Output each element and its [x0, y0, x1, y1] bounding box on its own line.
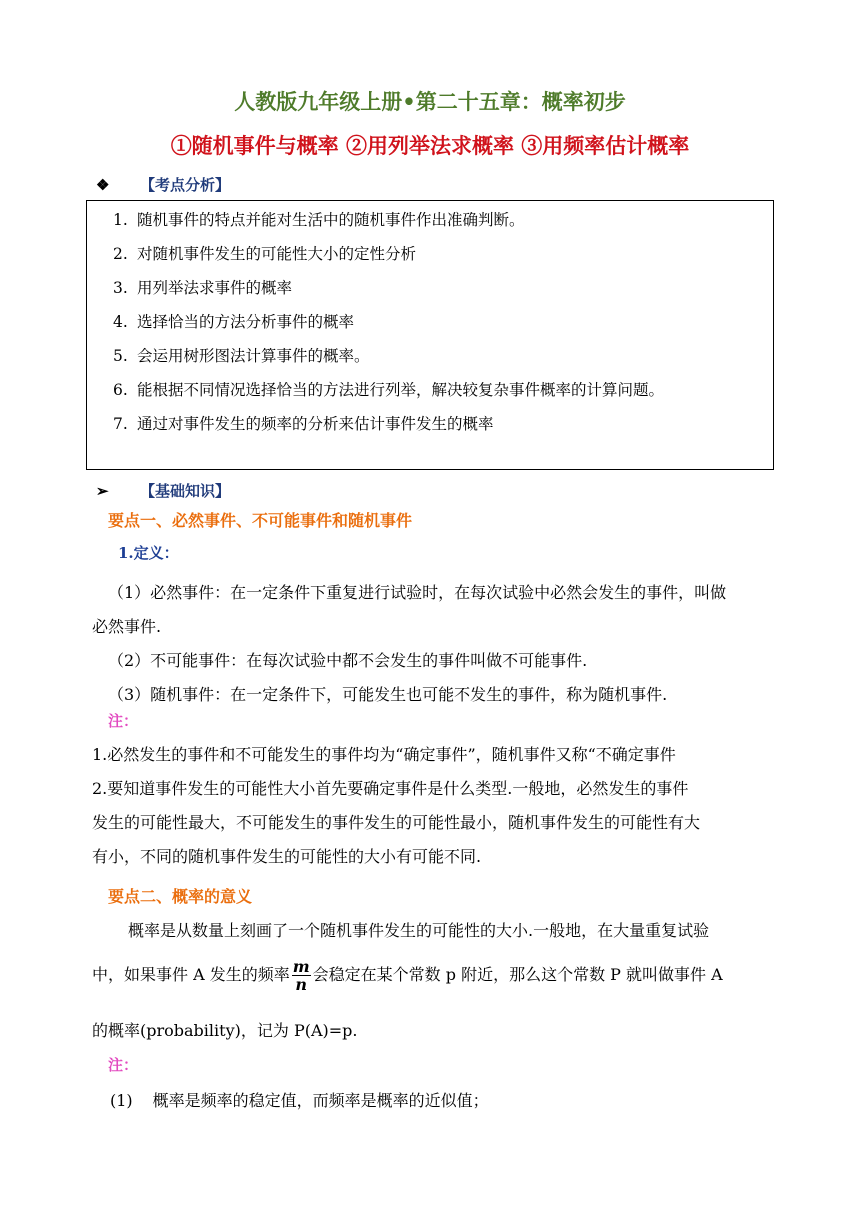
- note-2-cont: 发生的可能性最大，不可能发生的事件发生的可能性最小，随机事件发生的可能性有大: [92, 813, 701, 832]
- note-2: 2.要知道事件发生的可能性大小首先要确定事件是什么类型.一般地，必然发生的事件: [92, 779, 689, 798]
- section-heading-basics: [96, 480, 230, 501]
- probability-paragraph-cont: 中，如果事件 A 发生的频率 $\frac{m}{n}$ 会稳定在某个常数 p 附近，那么这个常数 P 就叫做事件 A: [92, 957, 723, 994]
- list-item: 2. 对随机事件发生的可能性大小的定性分析: [113, 245, 417, 263]
- list-item: 3. 用列举法求事件的概率: [113, 279, 293, 297]
- note-2-cont2: 有小，不同的随机事件发生的可能性的大小有可能不同.: [92, 847, 482, 866]
- analysis-heading-label: 【考点分析】: [140, 176, 231, 194]
- list-item: 6. 能根据不同情况选择恰当的方法进行列举，解决较复杂事件概率的计算问题。: [113, 381, 665, 399]
- arrow-bullet-icon: ➢: [96, 482, 109, 500]
- point1-title: 要点一、必然事件、不可能事件和随机事件: [108, 511, 413, 530]
- list-item: 1. 随机事件的特点并能对生活中的随机事件作出准确判断。: [113, 211, 525, 229]
- definition-impossible-event: （2）不可能事件：在每次试验中都不会发生的事件叫做不可能事件.: [108, 651, 588, 670]
- basics-heading-label: 【基础知识】: [140, 482, 231, 500]
- note-1: 1.必然发生的事件和不可能发生的事件均为“确定事件”，随机事件又称“不确定事件: [92, 745, 676, 764]
- definition-label: 1.定义：: [118, 544, 179, 562]
- point2-title: 要点二、概率的意义: [108, 887, 253, 906]
- note-label-2: 注：: [108, 1056, 139, 1074]
- list-item: 5. 会运用树形图法计算事件的概率。: [113, 347, 370, 365]
- list-item: 4. 选择恰当的方法分析事件的概率: [113, 313, 355, 331]
- definition-certain-event-cont: 必然事件.: [92, 617, 162, 636]
- note-label: 注：: [108, 712, 139, 730]
- section-heading-analysis: [96, 174, 230, 195]
- page-subtitle: ①随机事件与概率 ②用列举法求概率 ③用频率估计概率: [170, 133, 690, 158]
- page-title: 人教版九年级上册•第二十五章：概率初步: [234, 89, 626, 114]
- probability-paragraph-cont2: 的概率(probability)，记为 P(A)=p.: [92, 1021, 358, 1040]
- probability-paragraph: 概率是从数量上刻画了一个随机事件发生的可能性的大小.一般地，在大量重复试验: [128, 921, 710, 940]
- diamond-bullet-icon: ❖: [96, 176, 110, 194]
- definition-random-event: （3）随机事件：在一定条件下，可能发生也可能不发生的事件，称为随机事件.: [108, 685, 668, 704]
- note-item-1: (1) 概率是频率的稳定值，而频率是概率的近似值；: [110, 1091, 489, 1110]
- fraction-m-over-n: $\frac{m}{n}$: [292, 957, 310, 994]
- definition-certain-event: （1）必然事件：在一定条件下重复进行试验时，在每次试验中必然会发生的事件，叫做: [108, 583, 727, 602]
- list-item: 7. 通过对事件发生的频率的分析来估计事件发生的概率: [113, 415, 494, 433]
